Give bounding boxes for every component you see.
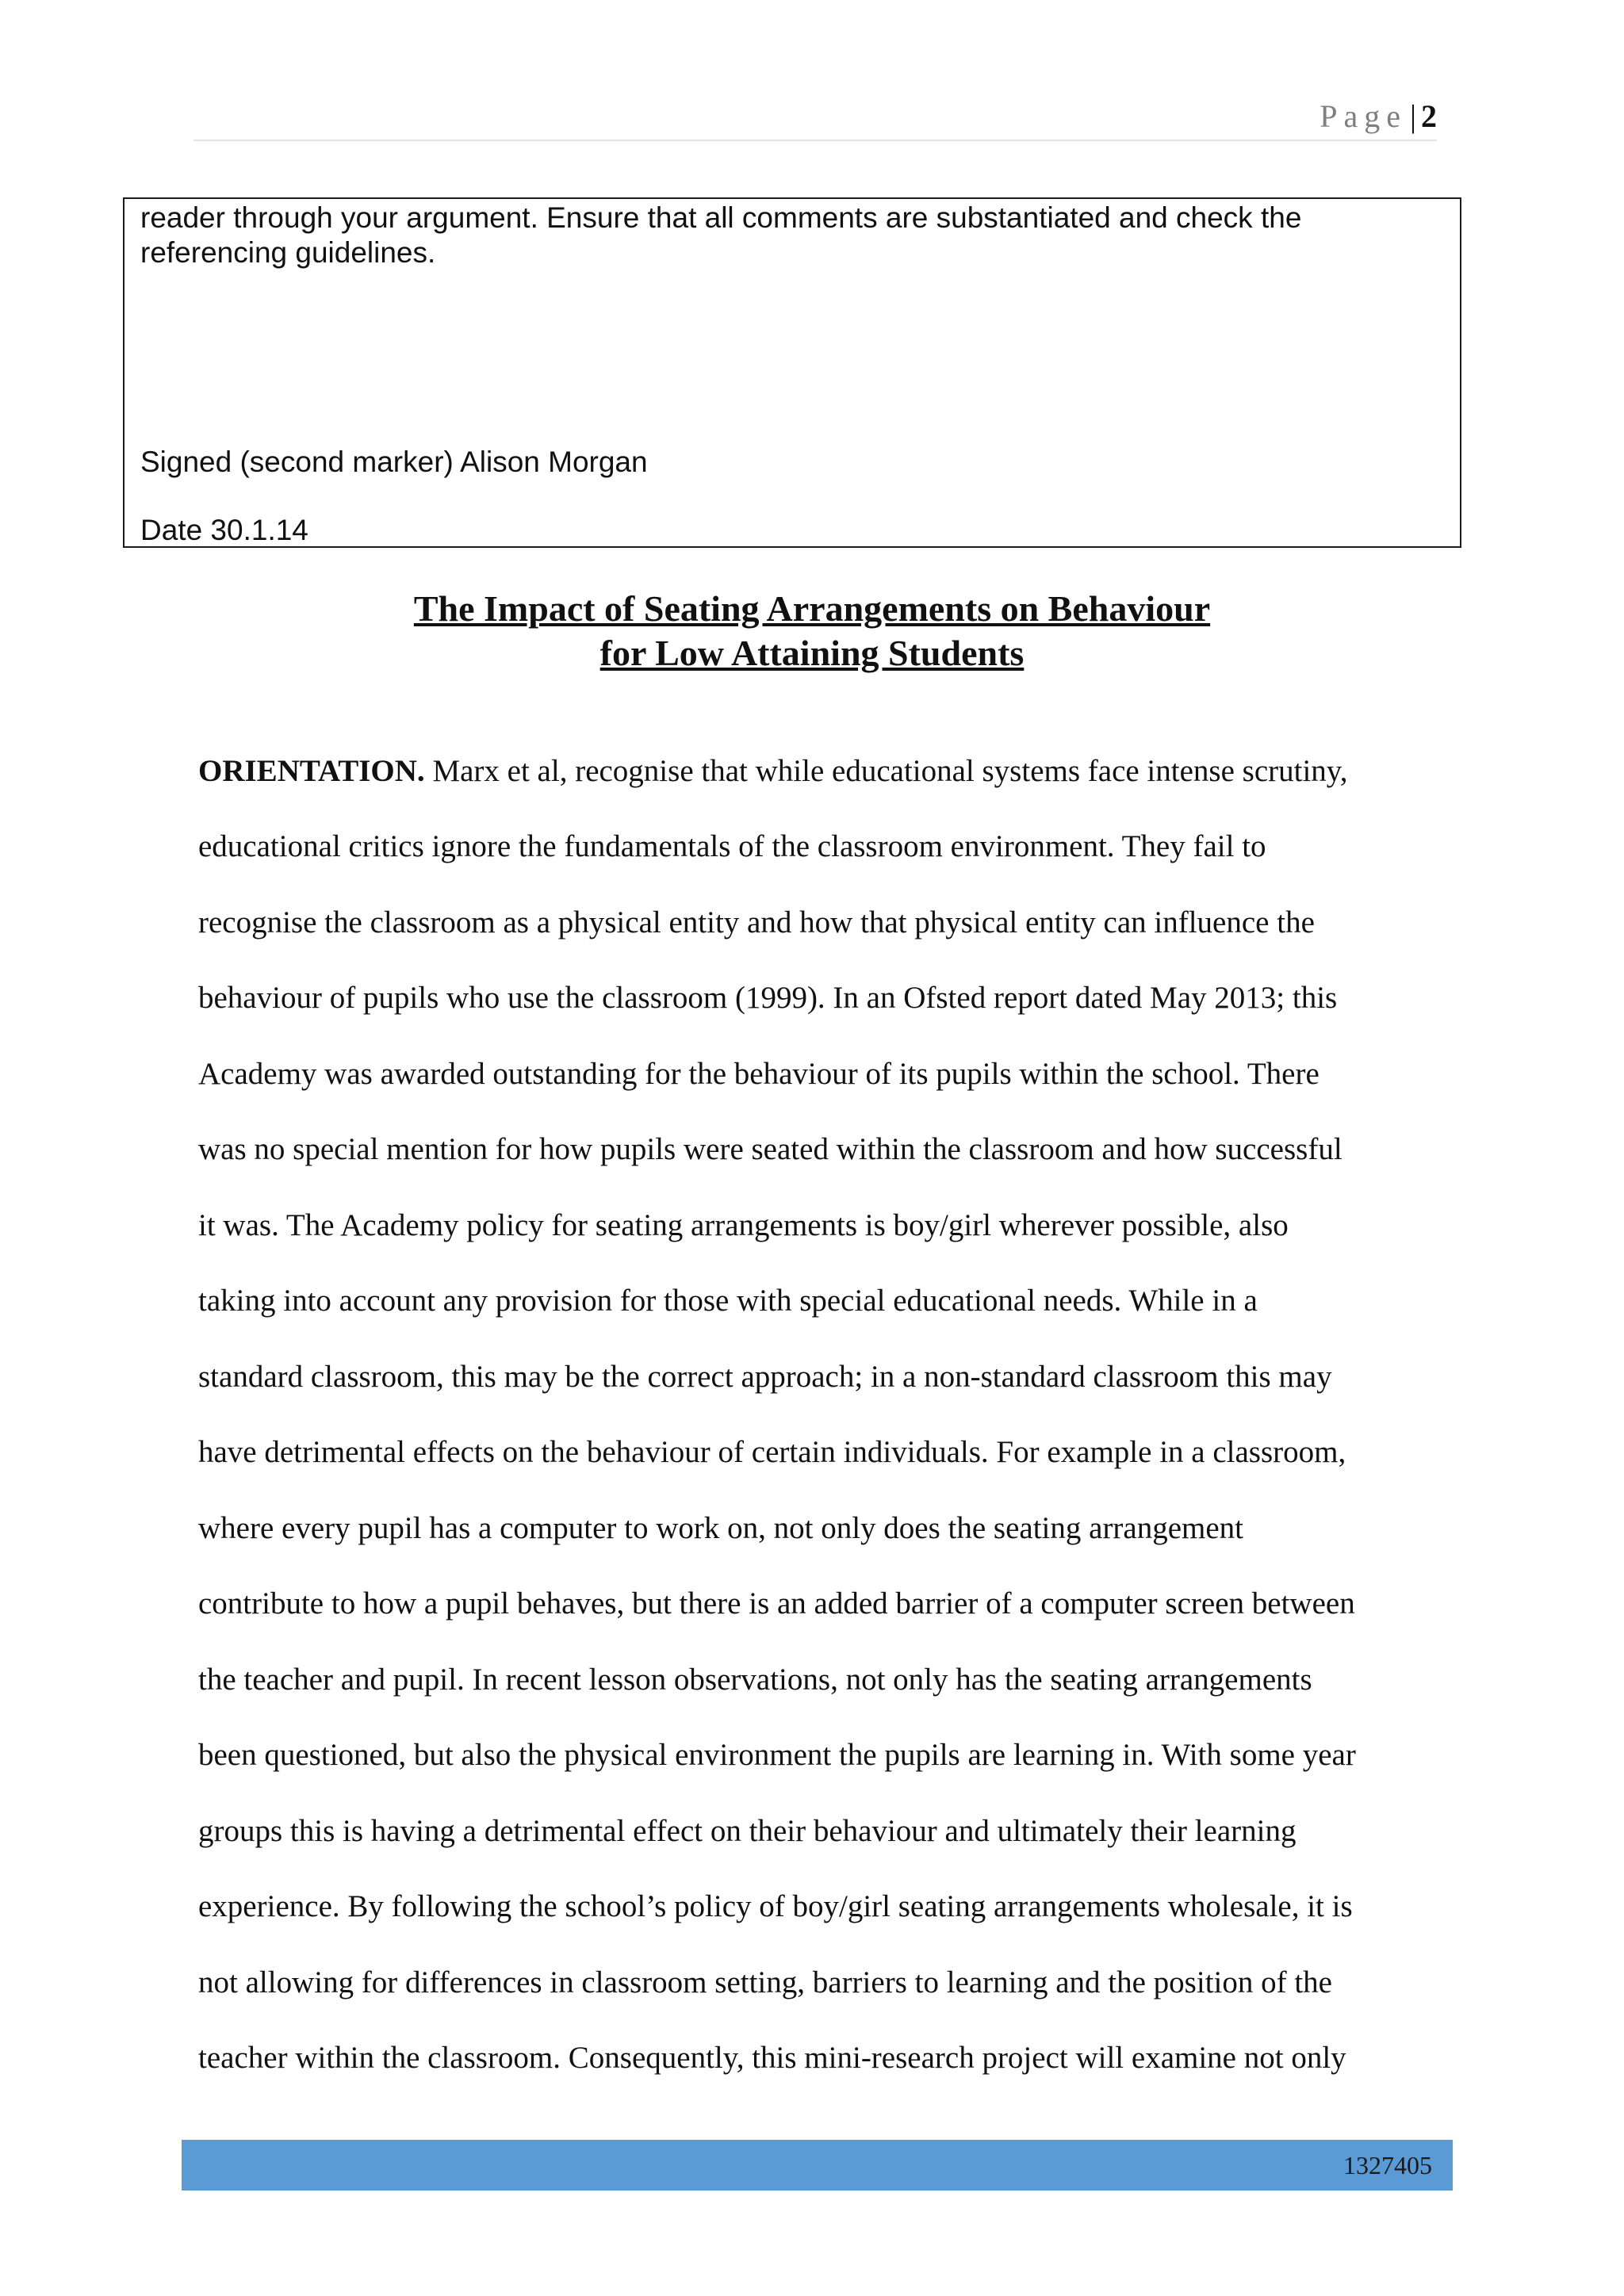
body-line: taking into account any provision for those with special educational needs. While in a [198,1284,1258,1318]
section-heading: ORIENTATION. [198,754,425,788]
comment-text: reader through your argument. Ensure that all comments are substantiated and check the referencing guidelines. [140,201,1302,269]
body-line: contribute to how a pupil behaves, but there is an added barrier of a computer screen between [198,1586,1355,1621]
document-title-line-2: for Low Attaining Students [599,633,1025,673]
body-line: teacher within the classroom. Consequently, this mini-research project will examine not only [198,2041,1346,2075]
page-number-value: 2 [1421,98,1437,134]
page-separator: | [1409,98,1416,134]
date-line: Date 30.1.14 [140,514,308,546]
page-header [193,94,1437,141]
footer-bar [182,2140,1453,2191]
document-title-line-1: The Impact of Seating Arrangements on Behaviour [413,588,1211,629]
body-line: have detrimental effects on the behaviour of certain individuals. For example in a classroom, [198,1435,1346,1469]
body-line: recognise the classroom as a physical entity and how that physical entity can influence the [198,905,1315,939]
body-line: educational critics ignore the fundamentals of the classroom environment. They fail to [198,829,1266,863]
body-line: Academy was awarded outstanding for the behaviour of its pupils within the school. There [198,1057,1320,1091]
body-line: groups this is having a detrimental effect on their behaviour and ultimately their learning [198,1814,1297,1848]
body-line: ORIENTATION. Marx et al, recognise that while educational systems face intense scrutiny, [198,754,1348,788]
body-line: the teacher and pupil. In recent lesson observations, not only has the seating arrangements [198,1663,1312,1697]
body-line: not allowing for differences in classroom setting, barriers to learning and the position of the [198,1965,1332,1999]
marker-comment-box [123,197,1461,548]
body-line: it was. The Academy policy for seating arrangements is boy/girl wherever possible, also [198,1208,1289,1242]
body-line: experience. By following the school’s policy of boy/girl seating arrangements wholesale, it is [198,1889,1353,1923]
body-line: been questioned, but also the physical environment the pupils are learning in. With some year [198,1738,1356,1772]
body-line: was no special mention for how pupils were seated within the classroom and how successful [198,1132,1342,1166]
student-id: 1327405 [1343,2151,1432,2179]
page-word: Page [1320,98,1407,134]
body-line: behaviour of pupils who use the classroom (1999). In an Ofsted report dated May 2013; this [198,981,1338,1015]
body-line: where every pupil has a computer to work on, not only does the seating arrangement [198,1511,1244,1545]
body-line: standard classroom, this may be the correct approach; in a non-standard classroom this may [198,1360,1332,1394]
signed-line: Signed (second marker) Alison Morgan [140,446,648,478]
page-number [1320,94,1437,140]
